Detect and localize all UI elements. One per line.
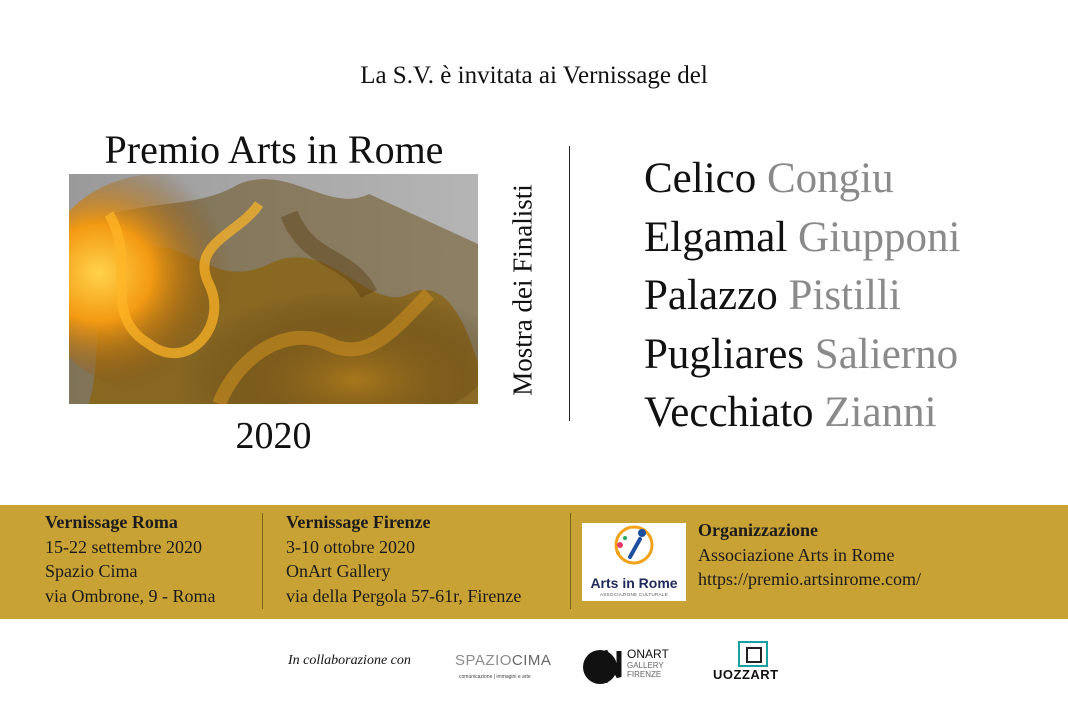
organizzazione-name: Associazione Arts in Rome — [698, 544, 895, 565]
vernissage-firenze-venue: OnArt Gallery — [286, 561, 391, 581]
band-divider — [262, 513, 263, 609]
vernissage-firenze-heading: Vernissage Firenze — [286, 512, 431, 532]
finalist-row — [644, 267, 960, 326]
prize-title: Premio Arts in Rome — [104, 127, 444, 172]
vernissage-roma-dates: 15-22 settembre 2020 — [45, 536, 202, 557]
finalist-name: Giupponi — [798, 213, 961, 261]
spazio-cima-logo — [455, 648, 555, 684]
finalist-name: Pugliares — [644, 330, 805, 378]
logo-text: Arts in Rome — [590, 575, 678, 591]
finalist-row — [644, 384, 960, 443]
finalist-row — [644, 150, 960, 209]
organizzazione-heading: Organizzazione — [698, 520, 818, 540]
uozzart-inner-icon — [746, 647, 762, 663]
onart-gallery-logo — [583, 647, 693, 689]
finalist-name: Celico — [644, 155, 757, 202]
finalists-list — [644, 150, 960, 443]
uozzart-logo — [713, 641, 793, 687]
subtitle-container — [503, 170, 543, 410]
spazio-cima-tagline: comunicazione | immagini e arte — [459, 674, 531, 680]
vernissage-firenze-block — [286, 510, 521, 608]
logo-subtext: ASSOCIAZIONE CULTURALE — [599, 592, 669, 597]
spazio-cima-name — [455, 652, 551, 669]
band-divider — [570, 513, 571, 609]
spazio-name-part: SPAZIO — [455, 652, 512, 669]
info-band — [0, 505, 1068, 619]
finalist-name: Congiu — [767, 155, 894, 202]
finalist-name: Elgamal — [644, 213, 788, 261]
onart-subtext: GALLERY FIRENZE — [627, 661, 664, 679]
vernissage-firenze-address: via della Pergola 57-61r, Firenze — [286, 585, 522, 606]
exhibition-subtitle: Mostra dei Finalisti — [507, 184, 538, 396]
organizzazione-block — [698, 518, 921, 592]
organizzazione-url[interactable]: https://premio.artsinrome.com/ — [698, 569, 921, 589]
vernissage-firenze-dates: 3-10 ottobre 2020 — [286, 536, 415, 557]
vertical-divider — [569, 146, 570, 421]
uozzart-name: UOZZART — [713, 667, 779, 682]
collaboration-label: In collaborazione con — [288, 653, 411, 668]
painter-figure-icon — [582, 523, 686, 575]
vernissage-roma-address: via Ombrone, 9 - Roma — [45, 585, 216, 606]
cima-name-part: CIMA — [511, 652, 552, 669]
uozzart-frame-icon — [738, 641, 768, 667]
finalist-name: Zianni — [824, 389, 937, 436]
hero-artwork-image — [69, 174, 478, 404]
finalist-name: Vecchiato — [644, 389, 814, 436]
onart-name: ONART — [627, 647, 669, 661]
finalist-name: Palazzo — [644, 272, 778, 319]
year-label: 2020 — [235, 415, 312, 457]
arts-in-rome-logo — [582, 523, 686, 601]
finalist-name: Salierno — [814, 330, 959, 378]
vernissage-roma-block — [45, 510, 215, 608]
vernissage-roma-heading: Vernissage Roma — [45, 512, 178, 532]
finalist-row — [644, 326, 960, 385]
vernissage-roma-venue: Spazio Cima — [45, 561, 138, 581]
finalist-name: Pistilli — [788, 272, 901, 319]
finalist-row — [644, 209, 960, 268]
invitation-line: La S.V. è invitata ai Vernissage del — [360, 62, 708, 89]
